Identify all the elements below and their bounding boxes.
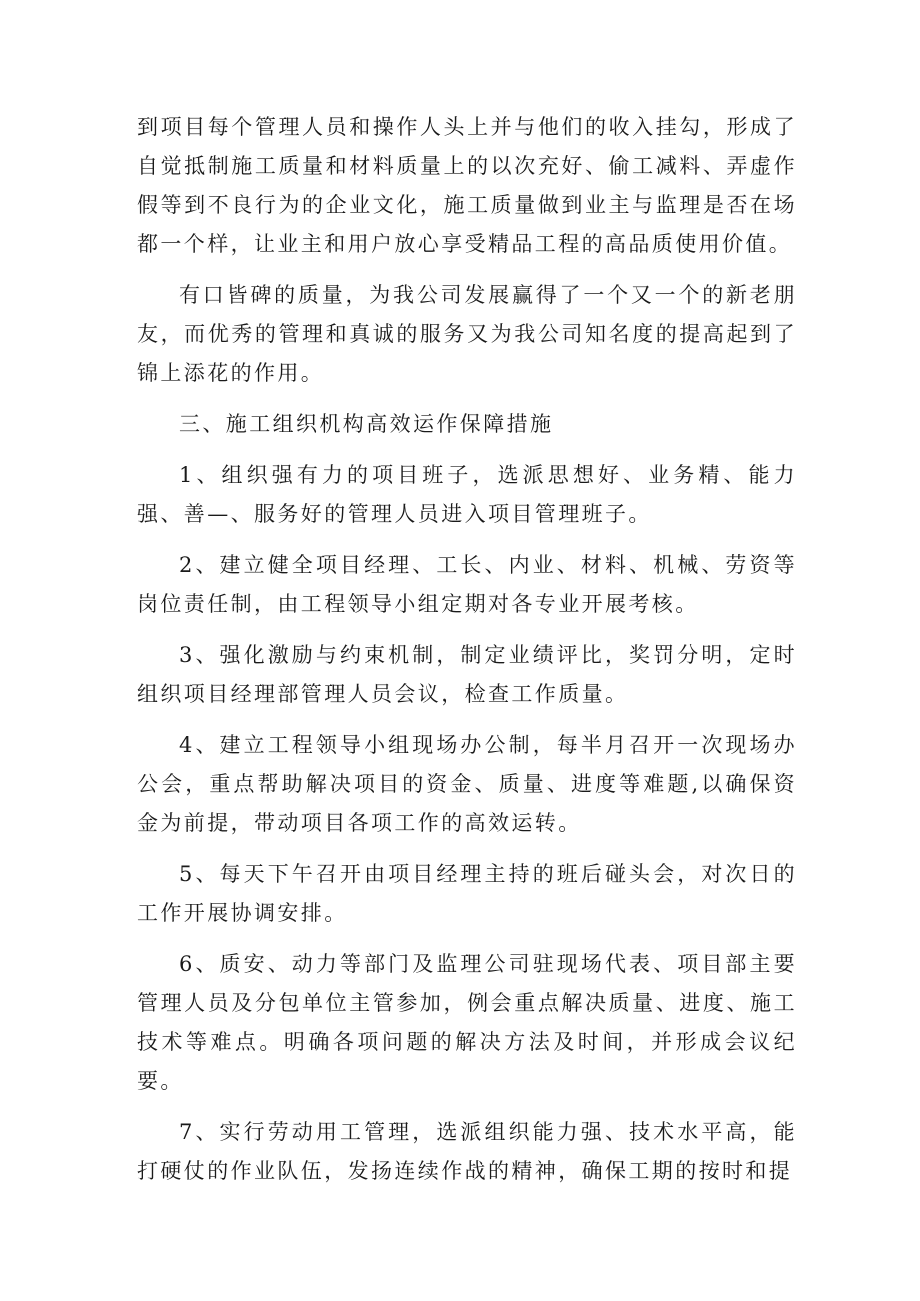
list-item-7: 7、实行劳动用工管理，选派组织能力强、技术水平高，能打硬仗的作业队伍，发扬连续作战的精神，确保工期的按时和提 <box>137 1120 797 1183</box>
list-item-1: 1、组织强有力的项目班子，选派思想好、业务精、能力强、善—、服务好的管理人员进入项目管理班子。 <box>137 463 797 526</box>
paragraph-quality-culture: 到项目每个管理人员和操作人头上并与他们的收入挂勾，形成了自觉抵制施工质量和材料质量上的以次充好、偷工减料、弄虚作假等到不良行为的企业文化，施工质量做到业主与监理是否在场都一个样，让业主和用户放心享受精品工程的高品质使用价值。 <box>137 115 797 256</box>
section-heading: 三、施工组织机构高效运作保障措施 <box>179 412 554 436</box>
list-item-5: 5、每天下午召开由项目经理主持的班后碰头会，对次日的工作开展协调安排。 <box>137 862 797 925</box>
list-item-4: 4、建立工程领导小组现场办公制，每半月召开一次现场办公会，重点帮助解决项目的资金、质量、进度等难题,以确保资金为前提，带动项目各项工作的高效运转。 <box>137 733 797 835</box>
paragraph-reputation: 有口皆碑的质量，为我公司发展赢得了一个又一个的新老朋友，而优秀的管理和真诚的服务又为我公司知名度的提高起到了锦上添花的作用。 <box>137 283 797 385</box>
list-item-6: 6、质安、动力等部门及监理公司驻现场代表、项目部主要管理人员及分包单位主管参加，例会重点解决质量、进度、施工技术等难点。明确各项问题的解决方法及时间，并形成会议纪要。 <box>137 952 797 1093</box>
list-item-3: 3、强化激励与约束机制，制定业绩评比，奖罚分明，定时组织项目经理部管理人员会议，检查工作质量。 <box>137 643 797 706</box>
list-item-2: 2、建立健全项目经理、工长、内业、材料、机械、劳资等岗位责任制，由工程领导小组定期对各专业开展考核。 <box>137 553 797 616</box>
document-body <box>137 108 797 1203</box>
